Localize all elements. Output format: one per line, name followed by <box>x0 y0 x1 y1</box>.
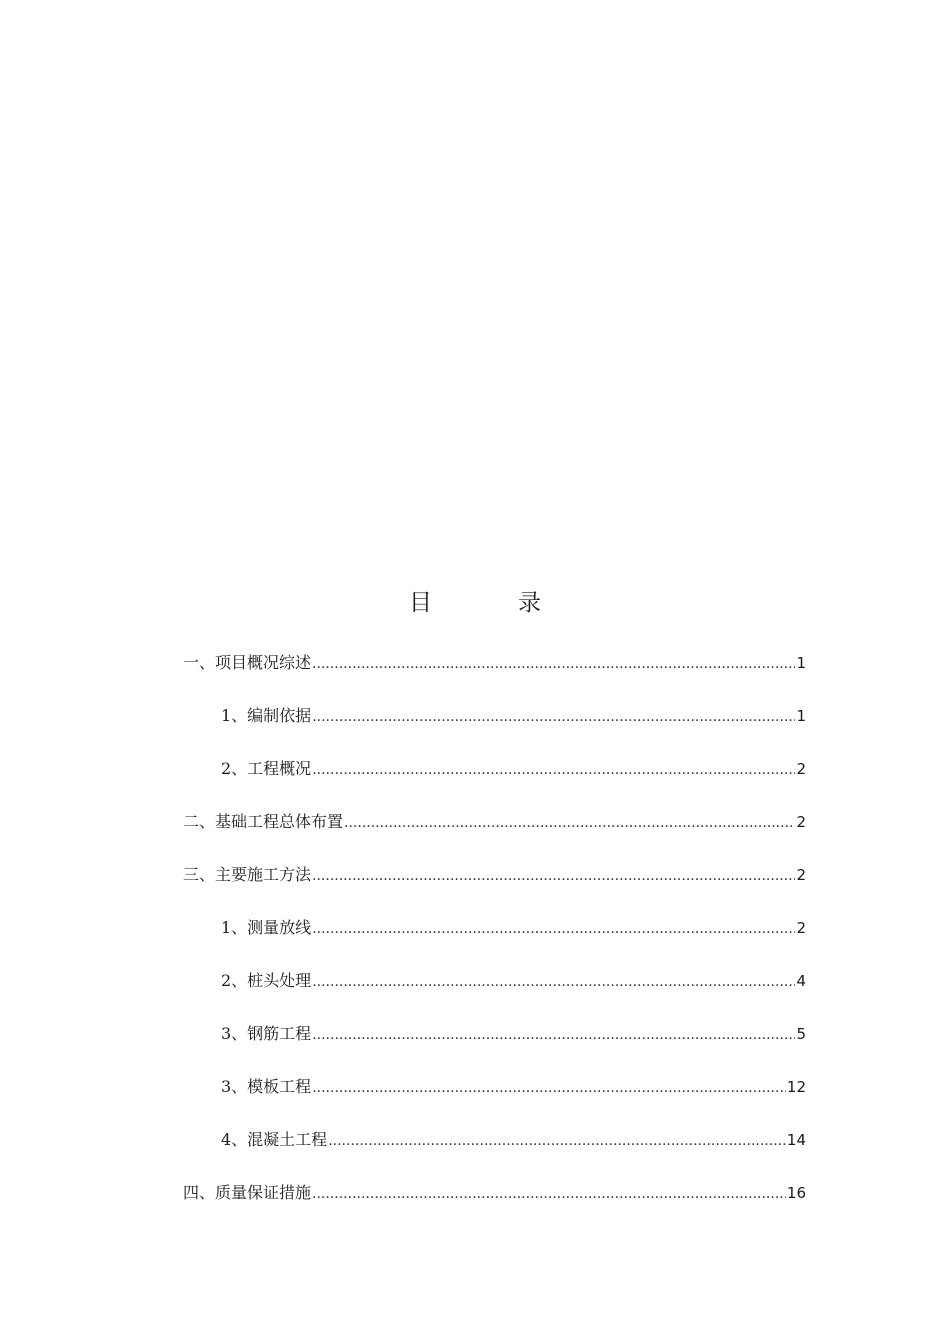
toc-leader-dots <box>312 1179 786 1209</box>
toc-entry-page: 4 <box>796 972 806 990</box>
toc-entry-page: 12 <box>786 1078 806 1096</box>
toc-entry[interactable] <box>183 701 806 754</box>
toc-entry-label: 4、混凝土工程 <box>221 1130 328 1149</box>
toc-entry-label: 一、项目概况综述 <box>183 653 312 672</box>
toc-entry-page: 2 <box>796 866 806 884</box>
toc-entry[interactable] <box>183 966 806 1019</box>
toc-entry-page: 2 <box>796 813 806 831</box>
toc-leader-dots <box>312 861 795 891</box>
toc-entry-page: 16 <box>786 1184 806 1202</box>
toc-entry-label: 2、桩头处理 <box>221 971 312 990</box>
toc-entry[interactable] <box>183 1019 806 1072</box>
toc-entry-page: 2 <box>796 919 806 937</box>
toc-entry[interactable] <box>183 860 806 913</box>
toc-leader-dots <box>344 808 795 838</box>
toc-leader-dots <box>328 1126 786 1156</box>
toc-entry[interactable] <box>183 1125 806 1178</box>
toc-title-left: 目 <box>409 590 432 616</box>
toc-entry-label: 四、质量保证措施 <box>183 1183 312 1202</box>
toc-list <box>183 648 806 1231</box>
toc-entry-label: 二、基础工程总体布置 <box>183 812 344 831</box>
toc-leader-dots <box>312 1073 786 1103</box>
toc-entry-page: 5 <box>796 1025 806 1043</box>
toc-leader-dots <box>312 702 795 732</box>
toc-entry-label: 2、工程概况 <box>221 759 312 778</box>
toc-entry-label: 三、主要施工方法 <box>183 865 312 884</box>
toc-entry-page: 2 <box>796 760 806 778</box>
toc-entry[interactable] <box>183 754 806 807</box>
toc-entry-label: 3、钢筋工程 <box>221 1024 312 1043</box>
toc-leader-dots <box>312 755 795 785</box>
toc-entry[interactable] <box>183 648 806 701</box>
toc-title <box>0 584 950 617</box>
toc-leader-dots <box>312 649 795 679</box>
toc-entry-page: 1 <box>796 707 806 725</box>
toc-title-right: 录 <box>518 590 541 616</box>
toc-entry[interactable] <box>183 1178 806 1231</box>
toc-leader-dots <box>312 1020 795 1050</box>
toc-entry[interactable] <box>183 913 806 966</box>
toc-entry-page: 14 <box>786 1131 806 1149</box>
toc-leader-dots <box>312 967 795 997</box>
toc-entry-page: 1 <box>796 654 806 672</box>
toc-entry[interactable] <box>183 807 806 860</box>
toc-entry-label: 3、模板工程 <box>221 1077 312 1096</box>
toc-leader-dots <box>312 914 795 944</box>
toc-entry-label: 1、测量放线 <box>221 918 312 937</box>
toc-entry[interactable] <box>183 1072 806 1125</box>
toc-entry-label: 1、编制依据 <box>221 706 312 725</box>
